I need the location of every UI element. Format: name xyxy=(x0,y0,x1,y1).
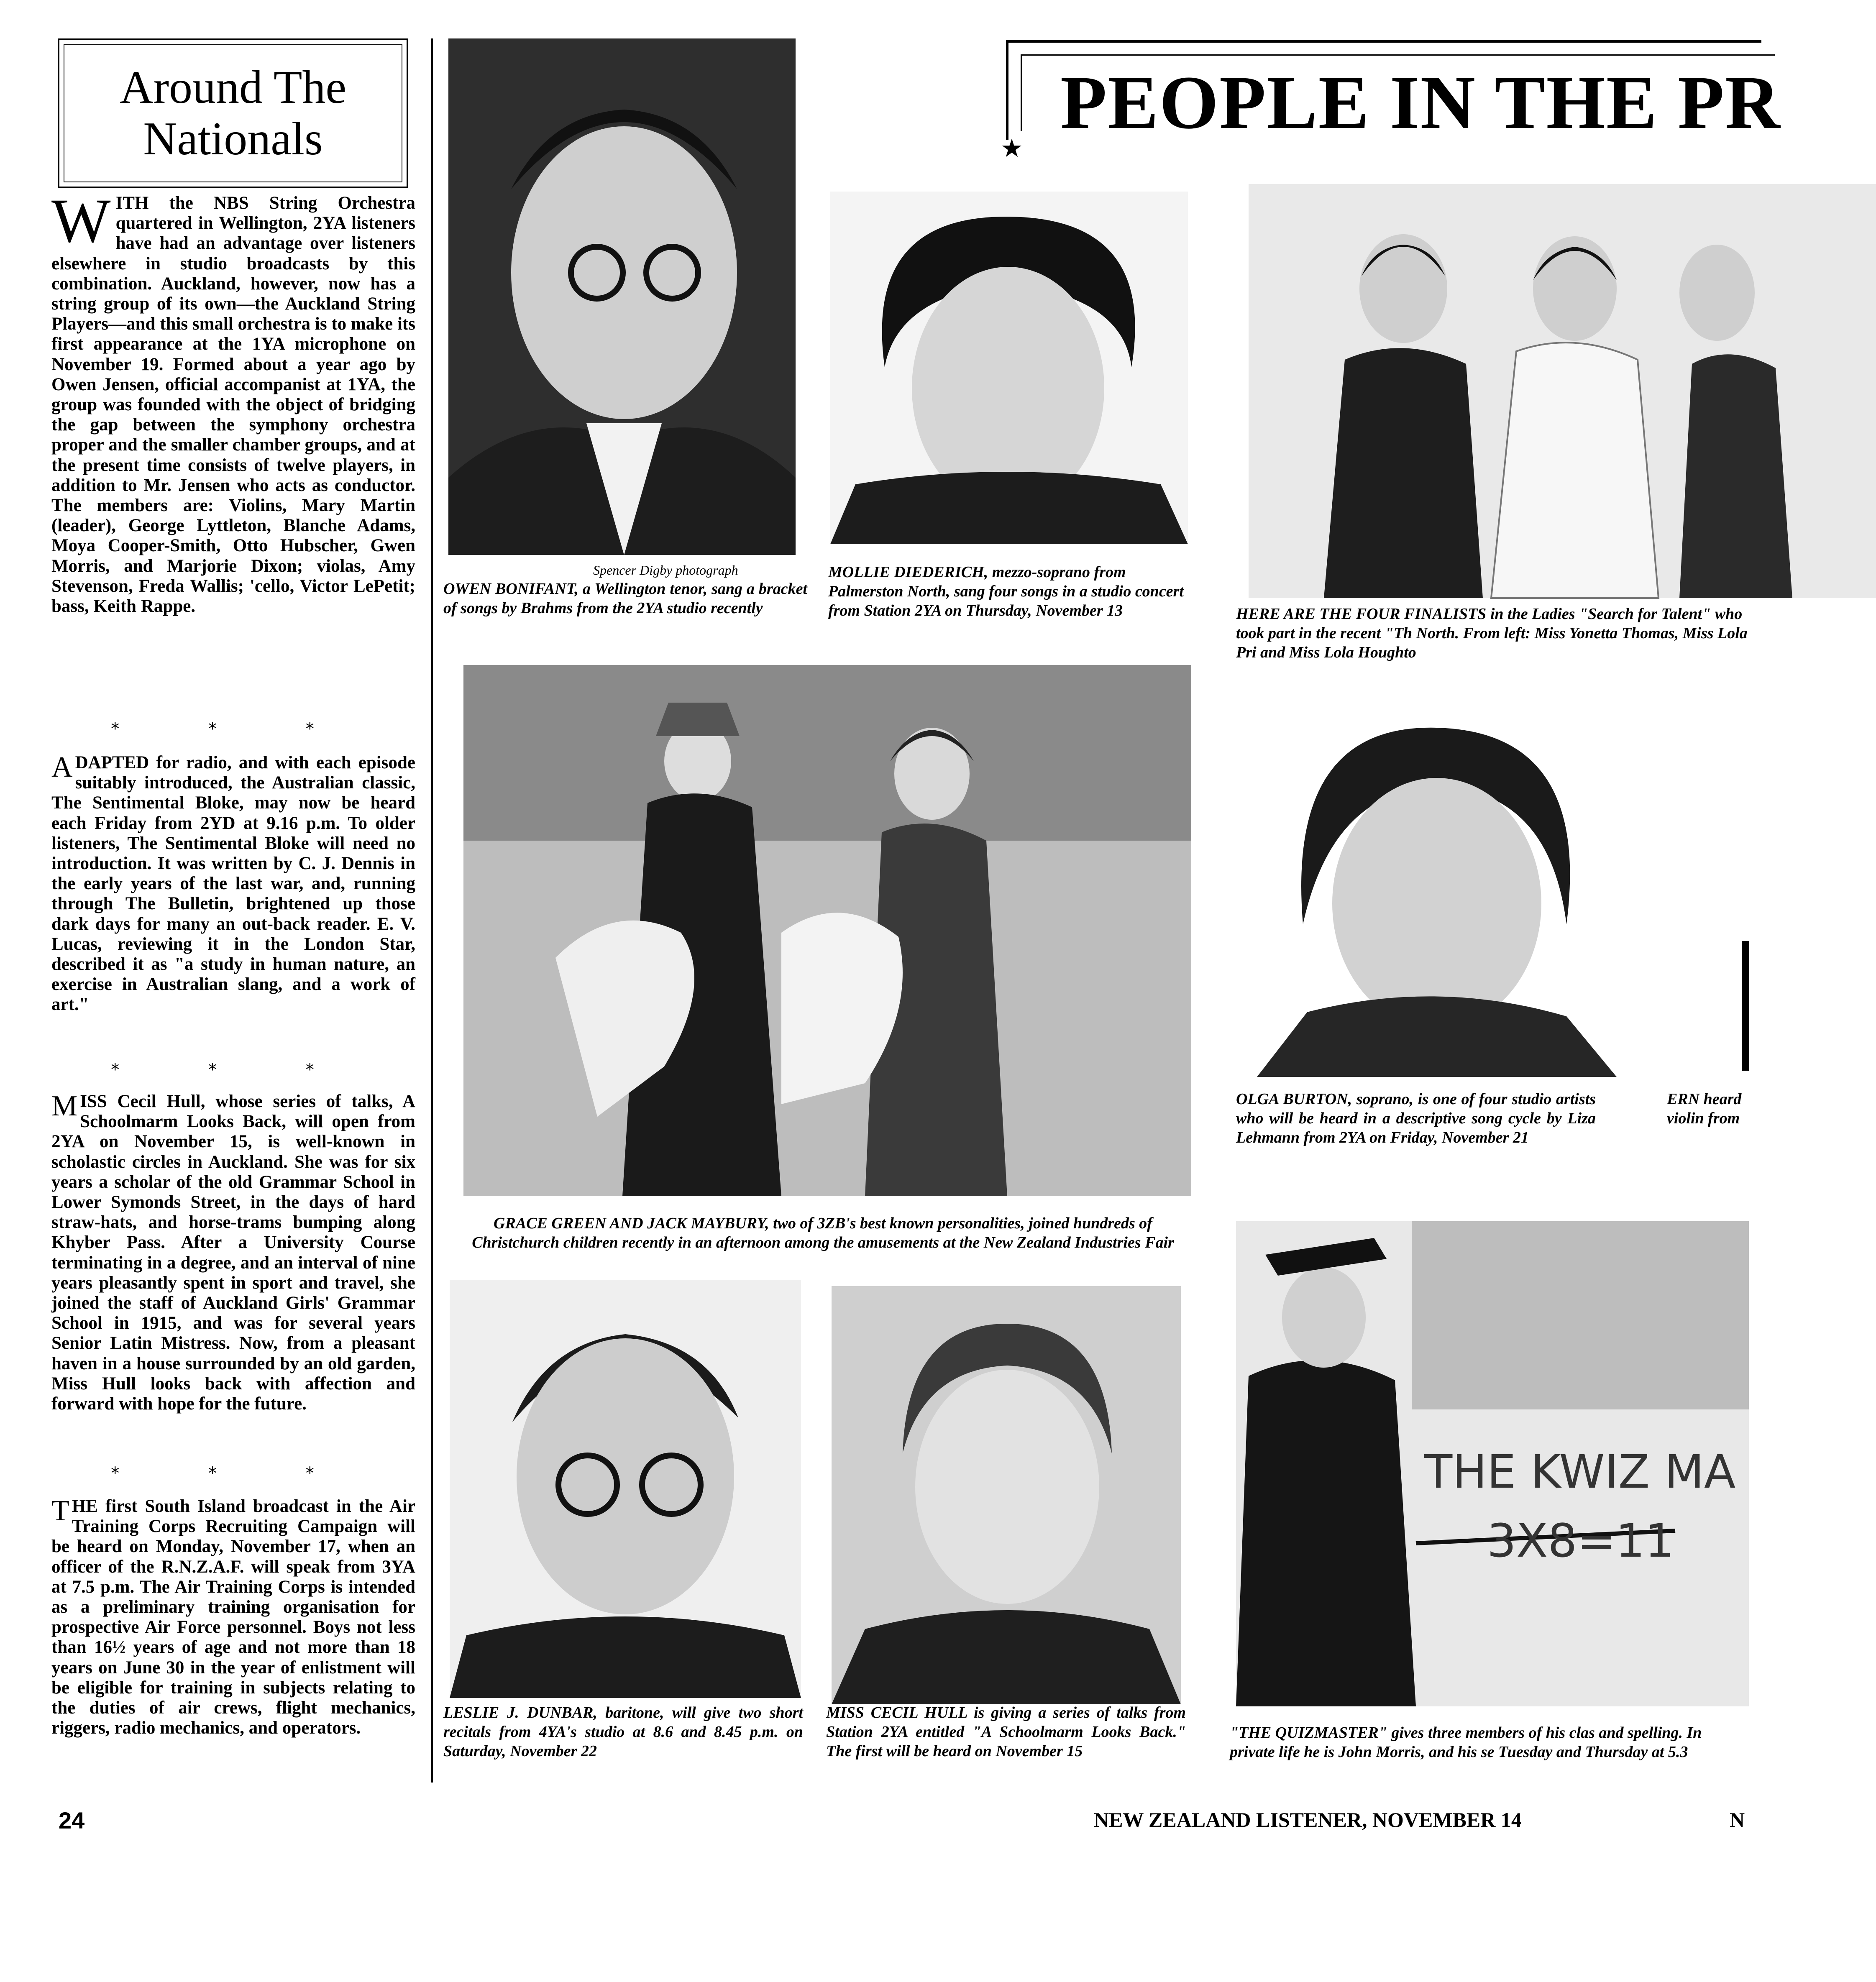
section-title-line2: Nationals xyxy=(143,113,323,165)
caption-green-maybury: GRACE GREEN AND JACK MAYBURY, two of 3ZB's best known personalities, joined hundreds of Christchurch children recently in an afternoon among the amusements at the New Zealand Industries Fair xyxy=(472,1215,1174,1251)
star-icon: ★ xyxy=(1001,134,1023,163)
article-body: DAPTED for radio, and with each episode suitably introduced, the Australian classic, The Sentimental Bloke, may now be heard each Friday from 2YD at 9.16 p.m. To older listeners, The Sentimental Bloke will need no introduction. It was written by C. J. Dennis in the early years of the last war, and, running through The Bulletin, brightened up those dark days for many an out-back reader. E. V. Lucas, reviewing it in the London Star, described it as "a study in human nature, an exercise in Australian slang, and a work of art." xyxy=(51,753,415,1015)
caption-bonifant: OWEN BONIFANT, a Wellington tenor, sang a bracket of songs by Brahms from the 2YA studio recently xyxy=(443,580,807,617)
banner-title: PEOPLE IN THE PR xyxy=(1060,61,1781,145)
section-title-inner xyxy=(64,44,402,182)
caption-dunbar: LESLIE J. DUNBAR, baritone, will give two short recitals from 4YA's studio at 8.6 and 8.45 p.m. on Saturday, November 22 xyxy=(443,1704,803,1760)
blackboard-line1: THE KWIZ MA xyxy=(1424,1445,1736,1499)
dropcap: A xyxy=(51,751,73,783)
section-title xyxy=(120,62,346,165)
article-body: HE first South Island broadcast in the Air Training Corps Recruiting Campaign will be heard on Monday, November 17, when an officer of the R.N.Z.A.F. will speak from 3YA at 7.5 p.m. The Air Training Corps is intended as a preliminary training organisation for prospective Air Force personnel. Boys not less than 16½ years of age and not more than 18 years on June 30 in the year of enlistment will be eligible for training in subjects relating to the duties of air crews, flight mechanics, riggers, radio mechanics, and operators. xyxy=(51,1496,415,1738)
dropcap: T xyxy=(51,1495,69,1527)
photo-leslie-dunbar xyxy=(450,1280,801,1698)
photo-olga-burton xyxy=(1249,707,1623,1077)
separator-stars: * * * xyxy=(111,1464,356,1483)
photo-four-finalists xyxy=(1249,184,1876,598)
blackboard-line2: 3X8=11 xyxy=(1487,1514,1674,1568)
separator-stars: * * * xyxy=(111,719,356,739)
dropcap: M xyxy=(51,1090,78,1122)
section-title-box xyxy=(58,38,408,188)
article-sentimental-bloke xyxy=(51,753,415,1015)
publication-footer: NEW ZEALAND LISTENER, NOVEMBER 14 xyxy=(1094,1808,1522,1831)
photo-credit: Spencer Digby photograph xyxy=(593,563,738,578)
section-title-line1: Around The xyxy=(119,61,347,113)
caption-hull: MISS CECIL HULL is giving a series of talks from Station 2YA entitled "A Schoolmarm Looks Back." The first will be heard on November 15 xyxy=(826,1704,1186,1760)
page-number: 24 xyxy=(59,1807,85,1834)
article-nbs-string xyxy=(51,186,415,616)
photo-cecil-hull xyxy=(832,1286,1181,1704)
footer-edge-letter: N xyxy=(1730,1808,1745,1831)
caption-diederich: MOLLIE DIEDERICH, mezzo-soprano from Palmerston North, sang four songs in a studio concert from Station 2YA on Thursday, November 13 xyxy=(828,563,1184,619)
dropcap: W xyxy=(51,186,111,256)
caption-finalists: HERE ARE THE FOUR FINALISTS in the Ladies "Search for Talent" who took part in the recent "Th North. From left: Miss Yonetta Thomas, Miss Lola Pri and Miss Lola Houghto xyxy=(1236,605,1752,661)
separator-stars: * * * xyxy=(111,1060,356,1079)
photo-owen-bonifant xyxy=(448,38,796,555)
photo-green-maybury-carousel xyxy=(463,665,1191,1196)
article-cecil-hull xyxy=(51,1092,415,1414)
caption-quizmaster: "THE QUIZMASTER" gives three members of his clas and spelling. In private life he is John Morris, and his se Tuesday and Thursday at 5.3 xyxy=(1230,1724,1706,1761)
photo-mollie-diederich xyxy=(830,192,1188,544)
article-body: ISS Cecil Hull, whose series of talks, A Schoolmarm Looks Back, will open from 2YA on November 15, is well-known in scholastic circles in Auckland. She was for six years a scholar of the old Grammar School in Lower Symonds Street, in the days of hard straw-hats, and horse-trams bumping along Khyber Pass. After a University Course terminating in a degree, and an interval of nine years pleasantly spent in sport and travel, she joined the staff of Auckland Girls' Grammar School in 1915, and was for several years Senior Latin Mistress. Now, from a pleasant haven in a house surrounded by an old garden, Miss Hull looks back with affection and forward with hope for the future. xyxy=(51,1092,415,1414)
article-body: ITH the NBS String Orchestra quartered in Wellington, 2YA listeners have had an advantage over listeners elsewhere in studio broadcasts by this combination. Auckland, however, now has a string group of its own—the Auckland String Players—and this small orchestra is to make its first appearance at the 1YA microphone on November 19. Formed about a year ago by Owen Jensen, official accompanist at 1YA, the group was founded with the object of bridging the gap between the symphony orchestra proper and the smaller chamber groups, and at the present time consists of twelve players, in addition to Mr. Jensen who acts as conductor. The members are: Violins, Mary Martin (leader), George Lyttleton, Blanche Adams, Moya Cooper-Smith, Otto Hubscher, Gwen Morris, and Marjorie Dixon; violas, Amy Stevenson, Freda Wallis; 'cello, Victor LePetit; bass, Keith Rappe. xyxy=(51,193,415,616)
caption-ern-partial: ERN heard violin from xyxy=(1667,1090,1742,1127)
edge-photo-fragment xyxy=(1742,941,1749,1071)
caption-burton: OLGA BURTON, soprano, is one of four studio artists who will be heard in a descriptive song cycle by Liza Lehmann from 2YA on Friday, November 21 xyxy=(1236,1090,1596,1146)
column-rule xyxy=(431,38,433,1783)
article-air-training xyxy=(51,1496,415,1738)
